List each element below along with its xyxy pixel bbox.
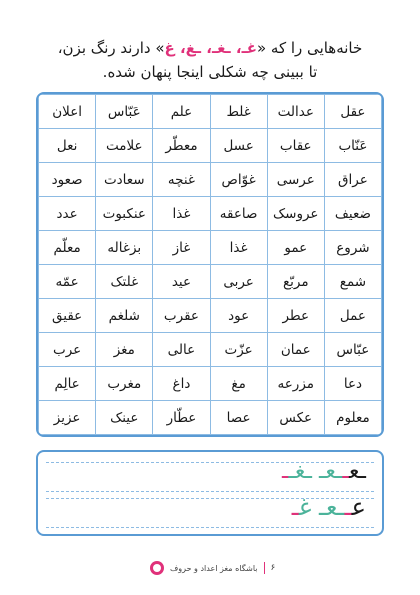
dash-connector: ـ — [342, 459, 349, 484]
word-cell[interactable]: عالِم — [39, 367, 96, 401]
word-cell[interactable]: عَنّاب — [324, 129, 381, 163]
word-cell[interactable]: ضعیف — [324, 197, 381, 231]
word-cell[interactable]: عمو — [267, 231, 324, 265]
trace-letters[interactable]: ـعـ ـغـ — [288, 459, 343, 484]
word-cell[interactable]: عقل — [324, 95, 381, 129]
ghain-forms: غـ، ـغـ، ـغ، غ — [164, 39, 257, 57]
word-cell[interactable]: غلتک — [96, 265, 153, 299]
dash-connector: ـ — [282, 459, 289, 484]
grid-row — [39, 401, 382, 435]
word-cell[interactable]: غاز — [153, 231, 210, 265]
grid-row — [39, 95, 382, 129]
word-cell[interactable]: شمع — [324, 265, 381, 299]
word-cell[interactable]: عسل — [210, 129, 267, 163]
grid-row — [39, 333, 382, 367]
word-cell[interactable]: مربّع — [267, 265, 324, 299]
tracing-guide-1 — [282, 459, 366, 484]
word-cell[interactable]: عالی — [153, 333, 210, 367]
grid-row — [39, 197, 382, 231]
word-cell[interactable]: عرسی — [267, 163, 324, 197]
brain-logo-icon — [150, 561, 164, 575]
tracing-practice-box — [36, 450, 384, 536]
word-cell[interactable]: دعا — [324, 367, 381, 401]
instruction-text — [40, 36, 380, 84]
instruction-line-2: تا ببینی چه شکلی اینجا پنهان شده. — [102, 63, 318, 81]
book-title: باشگاه مغز اعداد و حروف — [170, 563, 258, 573]
tracing-row-2 — [46, 493, 374, 528]
grid-row — [39, 265, 382, 299]
trace-letters[interactable]: ـعـ غ — [298, 493, 345, 521]
letter-model: ع — [351, 493, 366, 521]
page-footer — [150, 560, 275, 576]
word-cell[interactable]: عروسک — [267, 197, 324, 231]
word-cell[interactable]: عید — [153, 265, 210, 299]
word-cell[interactable]: معطّر — [153, 129, 210, 163]
word-cell[interactable]: عرب — [39, 333, 96, 367]
word-cell[interactable]: شروع — [324, 231, 381, 265]
word-cell[interactable]: عمان — [267, 333, 324, 367]
word-cell[interactable]: عود — [210, 299, 267, 333]
word-cell[interactable]: عراق — [324, 163, 381, 197]
letter-model: ـع — [348, 459, 366, 484]
word-cell[interactable]: عدد — [39, 197, 96, 231]
word-cell[interactable]: عقاب — [267, 129, 324, 163]
dash-connector: ـ — [291, 493, 299, 521]
word-cell[interactable]: مغ — [210, 367, 267, 401]
word-cell[interactable]: مزرعه — [267, 367, 324, 401]
grid-row — [39, 163, 382, 197]
grid-row — [39, 299, 382, 333]
word-cell[interactable]: غذا — [153, 197, 210, 231]
grid-row — [39, 129, 382, 163]
grid-row — [39, 231, 382, 265]
word-grid-frame — [36, 92, 384, 437]
instruction-line-1 — [40, 36, 380, 60]
word-cell[interactable]: صعود — [39, 163, 96, 197]
word-cell[interactable]: عصا — [210, 401, 267, 435]
word-cell[interactable]: عکس — [267, 401, 324, 435]
word-cell[interactable]: عمل — [324, 299, 381, 333]
word-cell[interactable]: عطر — [267, 299, 324, 333]
word-cell[interactable]: مغز — [96, 333, 153, 367]
word-cell[interactable]: عربی — [210, 265, 267, 299]
dash-connector: ـ — [344, 493, 352, 521]
word-cell[interactable]: عَبّاس — [96, 95, 153, 129]
word-cell[interactable]: عبّاس — [324, 333, 381, 367]
word-cell[interactable]: عینک — [96, 401, 153, 435]
word-cell[interactable]: علم — [153, 95, 210, 129]
word-cell[interactable]: شلغم — [96, 299, 153, 333]
word-cell[interactable]: مغرب — [96, 367, 153, 401]
grid-row — [39, 367, 382, 401]
word-cell[interactable]: بزغاله — [96, 231, 153, 265]
word-cell[interactable]: عقرب — [153, 299, 210, 333]
word-cell[interactable]: غذا — [210, 231, 267, 265]
word-cell[interactable]: عنکبوت — [96, 197, 153, 231]
word-cell[interactable]: داغ — [153, 367, 210, 401]
word-cell[interactable]: غوّاص — [210, 163, 267, 197]
word-cell[interactable]: عدالت — [267, 95, 324, 129]
word-grid — [38, 94, 382, 435]
tracing-row-1 — [46, 459, 374, 492]
page-number: ۶ — [270, 563, 276, 573]
instruction-post: » دارند رنگ بزن، — [57, 39, 165, 57]
word-cell[interactable]: اعلان — [39, 95, 96, 129]
word-cell[interactable]: سعادت — [96, 163, 153, 197]
word-cell[interactable]: عزّت — [210, 333, 267, 367]
word-cell[interactable]: عزیز — [39, 401, 96, 435]
tracing-guide-2 — [292, 493, 366, 521]
word-cell[interactable]: عمّه — [39, 265, 96, 299]
footer-divider — [264, 562, 265, 574]
word-cell[interactable]: عقیق — [39, 299, 96, 333]
word-cell[interactable]: علامت — [96, 129, 153, 163]
word-cell[interactable]: عطّار — [153, 401, 210, 435]
word-cell[interactable]: صاعقه — [210, 197, 267, 231]
word-cell[interactable]: معلّم — [39, 231, 96, 265]
word-cell[interactable]: معلوم — [324, 401, 381, 435]
word-cell[interactable]: نعل — [39, 129, 96, 163]
word-cell[interactable]: غلط — [210, 95, 267, 129]
word-cell[interactable]: غنچه — [153, 163, 210, 197]
instruction-pre: خانه‌هایی را که « — [256, 39, 363, 57]
